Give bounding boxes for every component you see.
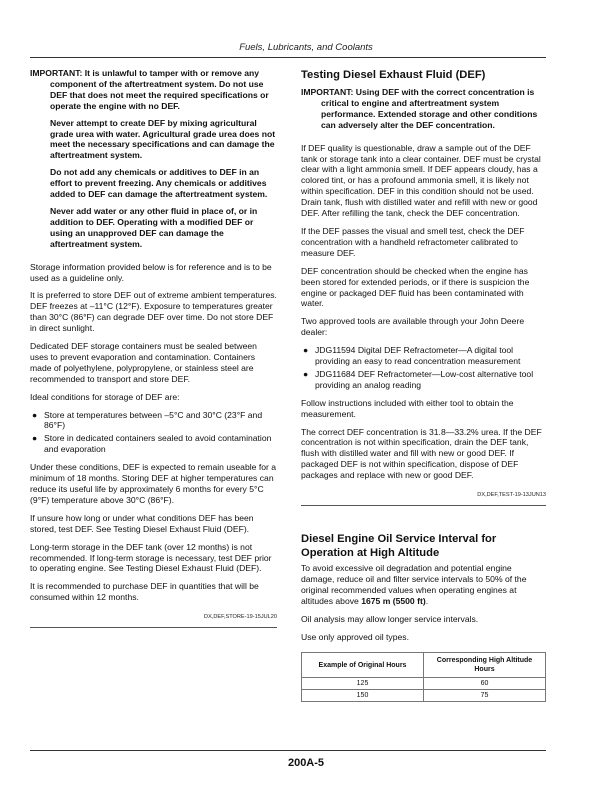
column-header-altitude-hours: Corresponding High Altitude Hours	[424, 653, 546, 678]
important-label: IMPORTANT:	[301, 87, 354, 97]
section-divider	[301, 505, 546, 506]
paragraph-approved-tools: Two approved tools are available through your John Deere dealer:	[301, 316, 525, 338]
list-item	[30, 410, 277, 432]
bullet-icon: ●	[303, 345, 309, 356]
section-title-testing-def: Testing Diesel Exhaust Fluid (DEF)	[301, 69, 486, 81]
important-notice-additives: Do not add any chemicals or additives to DEF in an effort to prevent freezing. Any chemicals or additives added to DEF can damage the aftertreatment system.	[50, 167, 268, 200]
left-column	[30, 68, 277, 638]
document-id: DX,DEF,TEST-19-13JUN13	[477, 492, 546, 499]
paragraph-refractometer-check: If the DEF passes the visual and smell test, check the DEF concentration with a handheld refractometer calibrated to measure DEF.	[301, 225, 525, 258]
list-item-text: Store at temperatures between –5°C and 30°C (23°F and 86°F)	[44, 409, 263, 431]
important-notice-concentration	[301, 87, 546, 131]
table-row	[302, 690, 546, 702]
important-notice-urea: Never attempt to create DEF by mixing agricultural grade urea with water. Agricultural grade urea does not meet the necessary specifications and can damage the aftertreatment system.	[50, 117, 276, 161]
paragraph-concentration-timing: DEF concentration should be checked when the engine has been stored for extended periods, or if there is suspicion the engine or packaged DEF fluid has been contaminated with water.	[301, 265, 530, 309]
paragraph-ideal-conditions: Ideal conditions for storage of DEF are:	[30, 391, 180, 402]
important-label: IMPORTANT:	[30, 68, 83, 78]
table-cell: 150	[302, 690, 424, 702]
table-cell: 125	[302, 678, 424, 690]
table-header-row	[302, 653, 546, 678]
paragraph-correct-concentration: The correct DEF concentration is 31.8—33.2% urea. If the DEF concentration is not within specification, drain the DEF tank, flush with distilled water and fill with new or good DEF. If packaged DEF is not within specification, dispose of DEF packages and replace with new or good DEF.	[301, 426, 542, 481]
list-item	[301, 369, 546, 391]
bullet-icon: ●	[32, 433, 38, 444]
paragraph-usable-life: Under these conditions, DEF is expected to remain useable for a minimum of 18 months. Storing DEF at higher temperatures can reduce its useful life by approximately 6 months for every 5°C (9°F) temperature above 30°C (86°F).	[30, 462, 277, 505]
important-text: Using DEF with the correct concentration is critical to engine and aftertreatment system performance. Extended storage and other conditions can adversely alter the DEF concentration.	[321, 87, 538, 130]
paragraph-storage-containers: Dedicated DEF storage containers must be sealed between uses to prevent evaporation and contamination. Containers made of polyethylene, polypropylene, or stainless steel are recommended to transport and store DEF.	[30, 341, 257, 384]
table-cell: 75	[424, 690, 546, 702]
paragraph-purchase-quantity: It is recommended to purchase DEF in quantities that will be consumed within 12 months.	[30, 581, 259, 603]
altitude-value: 1675 m (5500 ft)	[361, 595, 426, 606]
bullet-icon: ●	[32, 409, 38, 420]
header-rule	[30, 57, 546, 58]
list-item-text: JDG11594 Digital DEF Refractometer—A digital tool providing an easy to read concentration measurement	[315, 345, 521, 367]
paragraph-def-quality: If DEF quality is questionable, draw a sample out of the DEF tank or storage tank into a clear container. DEF must be crystal clear with a light ammonia smell. If DEF appears cloudy, has a colored tint, or has a profound ammonia smell, it is likely not within specification. DEF in this condition should not be used. Drain tank, flush with distilled water and refill with new or good DEF. After refilling the tank, check the DEF concentration.	[301, 142, 541, 219]
paragraph-altitude-intervals	[301, 563, 546, 607]
column-header-original-hours: Example of Original Hours	[302, 653, 424, 678]
footer-rule	[30, 750, 546, 751]
list-item	[301, 345, 546, 367]
table-cell: 60	[424, 678, 546, 690]
approved-tools-list	[301, 345, 546, 391]
important-notice-lead	[30, 68, 277, 112]
page-header: Fuels, Lubricants, and Coolants	[239, 42, 373, 53]
paragraph-storage-temperature: It is preferred to store DEF out of extreme ambient temperatures. DEF freezes at –11°C (12°F). Exposure to temperatures greater than 30°C (86°F) can degrade DEF over time. Do not store DEF in direct sunlight.	[30, 290, 277, 334]
right-column	[301, 68, 546, 702]
section-divider	[30, 627, 277, 628]
list-item	[30, 433, 277, 455]
altitude-text-end: .	[425, 595, 429, 606]
list-item-text: JDG11684 DEF Refractometer—Low-cost alternative tool providing an analog reading	[315, 368, 534, 390]
bullet-icon: ●	[303, 368, 309, 379]
list-item-text: Store in dedicated containers sealed to avoid contamination and evaporation	[44, 433, 272, 455]
important-notice-water: Never add water or any other fluid in place of, or in addition to DEF. Operating with a modified DEF or using an unapproved DEF can damage the aftertreatment system.	[50, 205, 258, 249]
paragraph-storage-reference: Storage information provided below is for reference and is to be used as a guideline only.	[30, 261, 272, 283]
section-title-oil-interval: Diesel Engine Oil Service Interval for Operation at High Altitude	[301, 533, 497, 559]
paragraph-approved-oil: Use only approved oil types.	[301, 631, 409, 642]
document-id: DX,DEF,STORE-19-15JUL20	[204, 614, 277, 621]
table-row	[302, 678, 546, 690]
altitude-text: To avoid excessive oil degradation and potential engine damage, reduce oil and filter service intervals to 50% of the original recommended values when operating engines at altitudes above	[301, 563, 527, 606]
paragraph-follow-instructions: Follow instructions included with either tool to obtain the measurement.	[301, 397, 514, 419]
storage-conditions-list	[30, 410, 277, 456]
page-number: 200A-5	[287, 757, 325, 769]
paragraph-long-term-storage: Long-term storage in the DEF tank (over 12 months) is not recommended. If long-term storage is necessary, test DEF prior to operating engine. See Testing Diesel Exhaust Fluid (DEF).	[30, 541, 272, 574]
important-lead-text: It is unlawful to tamper with or remove any component of the aftertreatment system. Do not use DEF that does not meet the required specifications or operate the engine with no DEF.	[50, 68, 269, 111]
altitude-hours-table	[301, 652, 546, 702]
paragraph-oil-analysis: Oil analysis may allow longer service intervals.	[301, 613, 479, 624]
paragraph-test-if-unsure: If unsure how long or under what conditions DEF has been stored, test DEF. See Testing Diesel Exhaust Fluid (DEF).	[30, 512, 254, 534]
